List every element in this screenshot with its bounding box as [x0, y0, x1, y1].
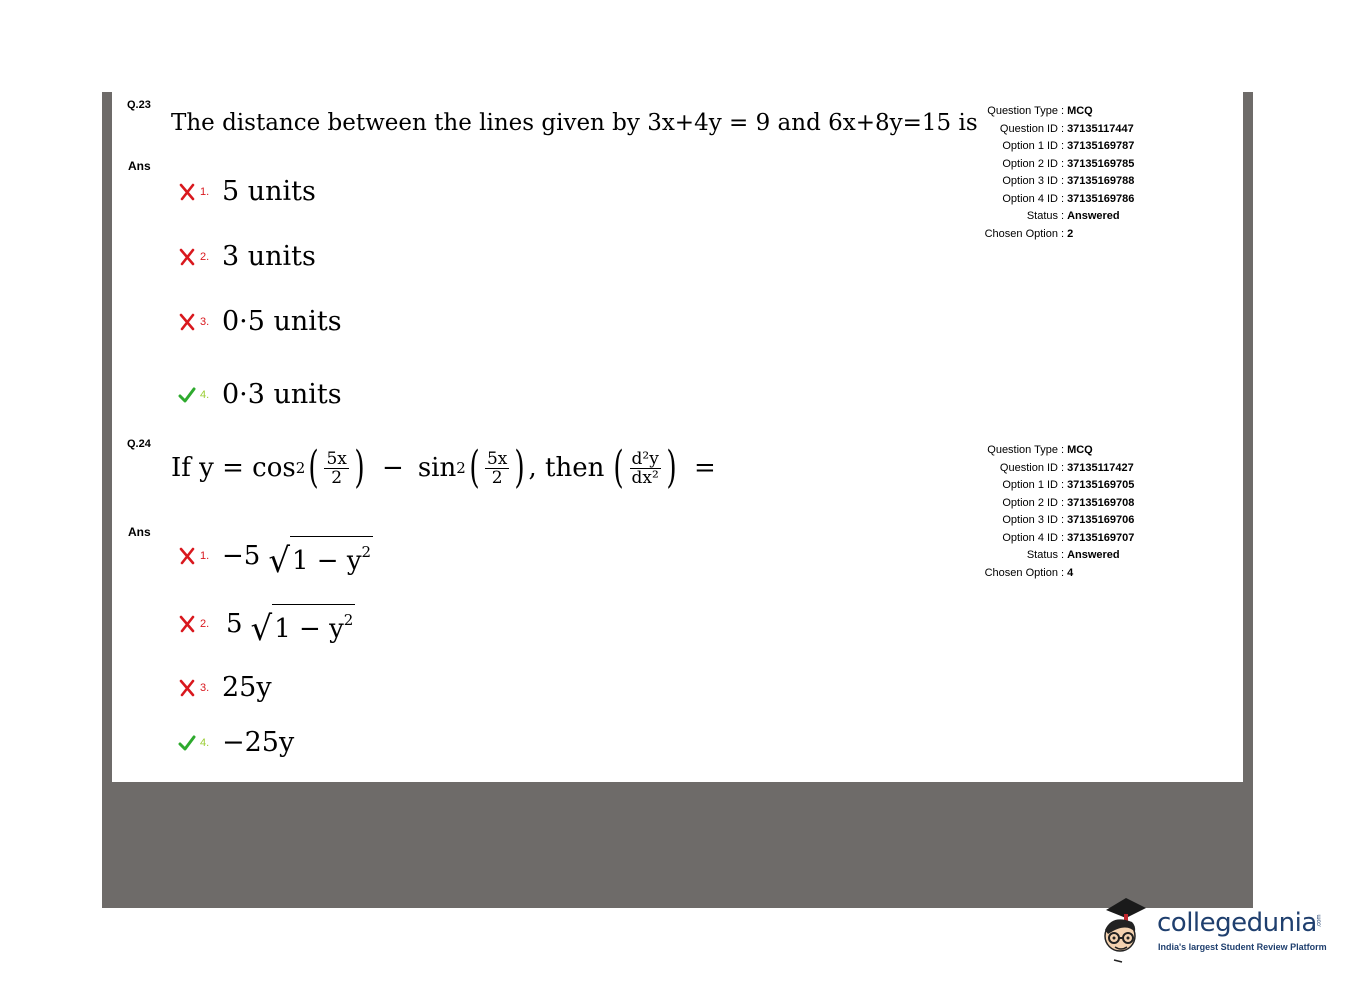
radical-sign: √ — [250, 609, 273, 649]
option-1 — [178, 176, 316, 207]
math-exponent: 2 — [295, 459, 306, 477]
meta-key: Status — [1026, 549, 1058, 561]
meta-row — [970, 477, 1134, 495]
math-coefficient: 5 — [226, 609, 243, 639]
meta-key: Question Type — [987, 105, 1058, 117]
meta-value: 37135169786 — [1067, 192, 1135, 205]
option-2 — [178, 241, 316, 272]
meta-value: Answered — [1067, 210, 1120, 222]
meta-separator: : — [1061, 157, 1065, 170]
math-coefficient: −5 — [222, 541, 261, 571]
meta-key: Option 1 ID — [1002, 479, 1058, 491]
meta-separator: : — [1061, 210, 1065, 222]
meta-key: Chosen Option — [984, 566, 1058, 579]
meta-separator: : — [1061, 549, 1065, 561]
math-exponent: 2 — [361, 543, 372, 561]
meta-row — [970, 121, 1134, 139]
meta-separator: : — [1061, 461, 1065, 474]
meta-value: 37135169788 — [1067, 175, 1135, 187]
option-2 — [178, 604, 355, 649]
option-number: 4. — [200, 736, 210, 749]
meta-value: 4 — [1067, 566, 1074, 579]
fraction-denominator: 2 — [491, 467, 503, 488]
meta-value: 37135169705 — [1067, 479, 1135, 491]
meta-row — [970, 460, 1134, 478]
paren-close: ) — [514, 442, 526, 493]
option-number: 3. — [200, 315, 210, 328]
meta-separator: : — [1061, 140, 1065, 152]
option-number: 2. — [200, 618, 210, 630]
fraction-denominator: dx² — [631, 467, 659, 488]
meta-row — [970, 191, 1134, 209]
meta-value: 37135169787 — [1067, 140, 1135, 152]
question-number: Q.23 — [127, 99, 151, 111]
meta-key: Chosen Option — [984, 227, 1058, 240]
radicand-text: 1 − y — [274, 614, 344, 644]
meta-row — [970, 547, 1134, 565]
option-text: −25y — [222, 727, 295, 758]
cross-icon — [178, 313, 196, 331]
option-number: 3. — [200, 681, 210, 694]
option-text: 3 units — [222, 241, 316, 272]
square-root — [268, 536, 373, 581]
meta-key: Question ID — [999, 461, 1058, 474]
meta-separator: : — [1061, 531, 1065, 544]
option-4 — [178, 727, 294, 758]
math-operator: − — [382, 453, 404, 483]
meta-value: 2 — [1067, 227, 1074, 240]
meta-separator: : — [1061, 496, 1065, 509]
check-icon — [178, 386, 196, 404]
square-root — [250, 604, 356, 649]
meta-value: 37135169785 — [1067, 157, 1135, 170]
option-text: 25y — [222, 672, 272, 703]
meta-row — [970, 173, 1134, 191]
brand-name: collegedunia — [1157, 908, 1317, 938]
meta-row — [970, 138, 1134, 156]
meta-row — [970, 442, 1134, 460]
option-text: 0·5 units — [222, 306, 342, 337]
meta-key: Option 4 ID — [1002, 531, 1058, 544]
meta-key: Option 1 ID — [1002, 140, 1058, 152]
paren-close: ) — [666, 442, 677, 493]
cross-icon — [178, 248, 196, 266]
meta-key: Option 4 ID — [1002, 192, 1058, 205]
option-text: 5 units — [222, 176, 316, 207]
meta-separator: : — [1061, 444, 1065, 456]
fraction-numerator: 5x — [326, 448, 347, 469]
fraction-numerator: 5x — [486, 448, 508, 469]
meta-row — [970, 226, 1134, 244]
meta-value: 37135169707 — [1067, 531, 1135, 544]
math-text: If y = cos — [171, 453, 296, 483]
math-exponent: 2 — [456, 459, 466, 477]
answer-label: Ans — [128, 525, 151, 539]
math-exponent: 2 — [343, 611, 354, 629]
option-text — [222, 536, 373, 581]
meta-key: Option 3 ID — [1002, 514, 1058, 526]
meta-key: Option 2 ID — [1002, 496, 1058, 509]
meta-value: MCQ — [1067, 444, 1093, 456]
math-text: sin — [417, 453, 457, 483]
math-operator: = — [694, 453, 716, 483]
check-icon — [178, 734, 196, 752]
option-1 — [178, 536, 373, 581]
option-number: 2. — [200, 250, 210, 263]
option-number: 1. — [200, 550, 210, 562]
option-4 — [178, 379, 342, 410]
option-number: 1. — [200, 185, 210, 198]
math-text: , then — [528, 453, 605, 483]
question-number: Q.24 — [127, 438, 151, 450]
meta-row — [970, 530, 1134, 548]
question-meta — [970, 442, 1134, 582]
meta-row — [970, 208, 1134, 226]
cross-icon — [178, 615, 196, 633]
cross-icon — [178, 679, 196, 697]
meta-separator: : — [1061, 566, 1065, 579]
fraction — [485, 450, 509, 487]
meta-value: 37135117427 — [1067, 461, 1134, 474]
meta-value: MCQ — [1067, 105, 1093, 117]
option-number: 4. — [200, 388, 210, 401]
brand-suffix: .com — [1316, 914, 1323, 928]
meta-key: Question ID — [999, 122, 1058, 135]
meta-separator: : — [1061, 122, 1065, 135]
meta-row — [970, 103, 1134, 121]
meta-key: Option 3 ID — [1002, 175, 1058, 187]
meta-row — [970, 495, 1134, 513]
option-3 — [178, 672, 272, 703]
meta-value: 37135169708 — [1067, 496, 1135, 509]
meta-separator: : — [1061, 227, 1065, 240]
meta-separator: : — [1061, 175, 1065, 187]
radicand-text: 1 − y — [292, 546, 362, 576]
meta-value: 37135169706 — [1067, 514, 1135, 526]
meta-row — [970, 565, 1134, 583]
meta-separator: : — [1061, 479, 1065, 491]
fraction — [324, 450, 348, 487]
radicand — [272, 604, 355, 644]
question-text — [171, 442, 716, 493]
radical-sign: √ — [268, 541, 290, 581]
question-text: The distance between the lines given by 3x+4y = 9 and 6x+8y=15 is — [171, 110, 978, 136]
cross-icon — [178, 183, 196, 201]
paren-open: ( — [469, 442, 480, 493]
meta-value: Answered — [1067, 549, 1120, 561]
brand-tagline: India's largest Student Review Platform — [1158, 942, 1327, 952]
answer-label: Ans — [128, 159, 151, 173]
radicand — [290, 536, 373, 576]
meta-separator: : — [1061, 514, 1065, 526]
option-3 — [178, 306, 342, 337]
fraction — [630, 450, 661, 487]
fraction-denominator: 2 — [331, 467, 343, 488]
meta-separator: : — [1061, 192, 1065, 205]
option-text: 0·3 units — [222, 379, 342, 410]
paren-open: ( — [308, 442, 320, 493]
meta-row — [970, 156, 1134, 174]
option-text — [226, 604, 355, 649]
meta-separator: : — [1061, 105, 1065, 117]
meta-row — [970, 512, 1134, 530]
question-meta — [970, 103, 1134, 243]
cross-icon — [178, 547, 196, 565]
meta-key: Option 2 ID — [1002, 157, 1058, 170]
meta-key: Status — [1026, 210, 1058, 222]
fraction-numerator: d²y — [631, 448, 659, 469]
meta-value: 37135117447 — [1067, 122, 1134, 135]
meta-key: Question Type — [987, 444, 1058, 456]
paren-open: ( — [613, 442, 625, 493]
paren-close: ) — [354, 442, 365, 493]
